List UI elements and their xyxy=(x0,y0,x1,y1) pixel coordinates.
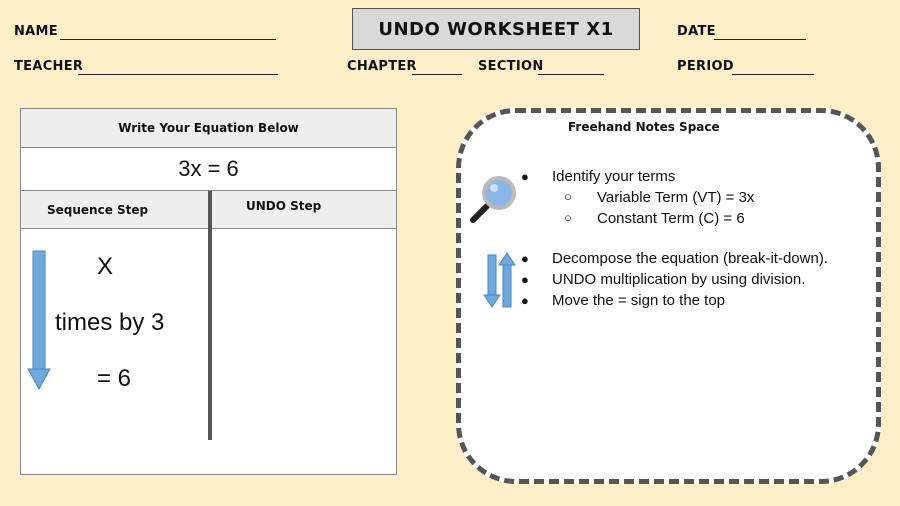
sequence-step-header: Sequence Step xyxy=(21,191,209,229)
variable-term-text: Variable Term (VT) = 3x xyxy=(597,189,755,206)
note-bullet-2: UNDO multiplication by using division. xyxy=(552,271,806,288)
constant-term-text: Constant Term (C) = 6 xyxy=(597,210,745,227)
step-times-by-3: times by 3 xyxy=(55,309,165,336)
date-line[interactable] xyxy=(714,39,806,40)
step-equals-6: = 6 xyxy=(97,365,132,392)
identify-terms-text: Identify your terms xyxy=(552,168,676,185)
column-divider xyxy=(208,191,212,440)
date-label: DATE xyxy=(677,24,716,39)
bullet-dot: ● xyxy=(521,169,529,184)
undo-step-header: UNDO Step xyxy=(211,191,396,229)
chapter-label: CHAPTER xyxy=(347,59,417,74)
sub-bullet-circle: ○ xyxy=(564,210,572,225)
up-down-arrows-icon xyxy=(483,251,517,309)
chapter-line[interactable] xyxy=(412,74,462,75)
bullet-dot: ● xyxy=(521,272,529,287)
notes-title: Freehand Notes Space xyxy=(568,120,720,134)
name-label: NAME xyxy=(14,24,58,39)
bullet-dot: ● xyxy=(521,293,529,308)
equation-cell[interactable]: 3x = 6 xyxy=(21,148,396,191)
equation-table xyxy=(20,108,397,475)
teacher-line[interactable] xyxy=(78,74,278,75)
step-x: X xyxy=(97,253,114,280)
period-line[interactable] xyxy=(732,74,814,75)
down-arrow-icon xyxy=(27,249,51,393)
sub-bullet-circle: ○ xyxy=(564,189,572,204)
period-label: PERIOD xyxy=(677,59,734,74)
name-line[interactable] xyxy=(60,39,276,40)
section-label: SECTION xyxy=(478,59,544,74)
teacher-label: TEACHER xyxy=(14,59,84,74)
table-header: Write Your Equation Below xyxy=(21,109,396,148)
note-bullet-1: Decompose the equation (break-it-down). xyxy=(552,250,828,267)
magnifier-icon xyxy=(467,171,523,227)
section-line[interactable] xyxy=(538,74,604,75)
note-bullet-3: Move the = sign to the top xyxy=(552,292,726,309)
freehand-notes-box[interactable] xyxy=(456,108,881,484)
undo-step-cell[interactable] xyxy=(213,230,396,475)
worksheet-title: UNDO WORKSHEET X1 xyxy=(352,8,640,50)
bullet-dot: ● xyxy=(521,251,529,266)
